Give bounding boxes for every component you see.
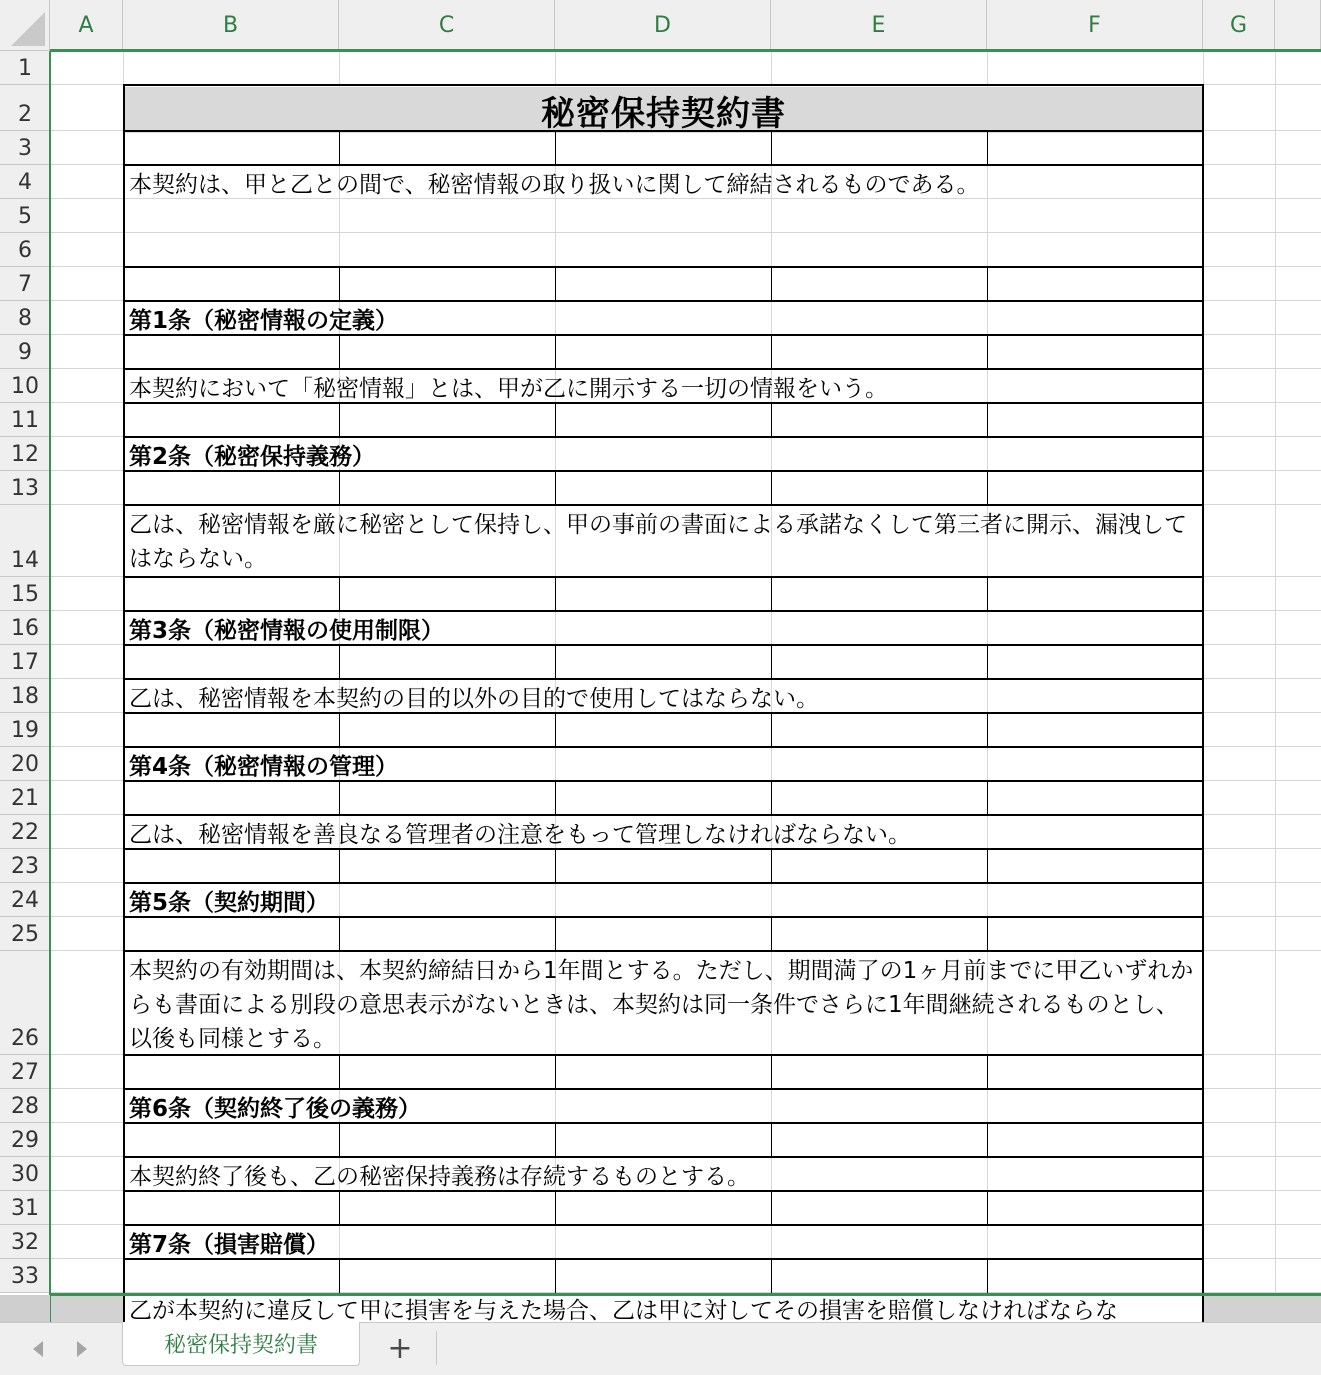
border-horizontal [123,504,1204,506]
border-horizontal [123,610,1204,612]
border-vertical-inner [771,1055,772,1089]
next-sheet-button[interactable] [68,1335,96,1363]
border-vertical-inner [771,471,772,505]
row-header-10[interactable]: 10 [0,369,50,403]
border-horizontal [123,746,1204,748]
row-header-19[interactable]: 19 [0,713,50,747]
row-header-30[interactable]: 30 [0,1157,50,1191]
border-vertical-inner [771,645,772,679]
column-header-filler [1275,0,1321,51]
article-7-body[interactable]: 乙が本契約に違反して甲に損害を与えた場合、乙は甲に対してその損害を賠償しなければならな [129,1298,1118,1322]
tab-separator [436,1331,437,1365]
border-horizontal [123,368,1204,370]
row-header-4[interactable]: 4 [0,165,50,199]
border-vertical-inner [339,577,340,611]
column-header-g[interactable]: G [1203,0,1275,51]
border-horizontal [123,950,1204,952]
border-vertical-inner [339,1123,340,1157]
border-vertical-inner [987,267,988,301]
row-header-26[interactable]: 26 [0,951,50,1055]
intro-text[interactable]: 本契約は、甲と乙との間で、秘密情報の取り扱いに関して締結されるものである。 [129,172,980,198]
row-header-29[interactable]: 29 [0,1123,50,1157]
row-header-28[interactable]: 28 [0,1089,50,1123]
row-header-9[interactable]: 9 [0,335,50,369]
border-vertical-inner [339,471,340,505]
border-horizontal [123,300,1204,302]
border-vertical-inner [555,471,556,505]
border-vertical-inner [555,403,556,437]
row-header-17[interactable]: 17 [0,645,50,679]
border-vertical-inner [555,645,556,679]
row-header-8[interactable]: 8 [0,301,50,335]
column-header-underline [50,49,1321,52]
select-all-corner[interactable] [0,0,50,51]
chevron-left-icon [31,1340,45,1358]
select-all-triangle-icon [11,12,45,46]
border-vertical-inner [555,1055,556,1089]
border-horizontal [123,266,1204,268]
border-horizontal [123,1088,1204,1090]
row-header-11[interactable]: 11 [0,403,50,437]
border-vertical-inner [771,713,772,747]
gridline-vertical [1275,51,1276,1322]
border-vertical-inner [987,1259,988,1293]
border-vertical-inner [555,713,556,747]
border-vertical-inner [771,403,772,437]
row-header-2[interactable]: 2 [0,85,50,131]
row-header-5[interactable]: 5 [0,199,50,233]
border-vertical-inner [987,403,988,437]
border-vertical-inner [771,577,772,611]
border-vertical-inner [987,645,988,679]
article-5-heading[interactable]: 第5条（契約期間） [129,890,330,916]
border-vertical-inner [555,849,556,883]
row-header-33[interactable]: 33 [0,1259,50,1293]
article-4-heading[interactable]: 第4条（秘密情報の管理） [129,754,399,780]
border-vertical-inner [987,471,988,505]
border-horizontal [123,576,1204,578]
gridline-horizontal [50,232,1321,233]
border-vertical-inner [771,781,772,815]
border-vertical-inner [339,1259,340,1293]
border-vertical-inner [987,713,988,747]
row-header-13[interactable]: 13 [0,471,50,505]
row-header-32[interactable]: 32 [0,1225,50,1259]
border-vertical-inner [555,335,556,369]
border-vertical-inner [771,1123,772,1157]
row-header-21[interactable]: 21 [0,781,50,815]
border-vertical-inner [339,131,340,165]
article-3-heading[interactable]: 第3条（秘密情報の使用制限） [129,618,445,644]
border-vertical-inner [339,403,340,437]
row-header-1[interactable]: 1 [0,51,50,85]
column-header-b[interactable]: B [123,0,339,51]
row-header-14[interactable]: 14 [0,505,50,577]
article-6-heading[interactable]: 第6条（契約終了後の義務） [129,1096,422,1122]
column-header-e[interactable]: E [771,0,987,51]
row-header-23[interactable]: 23 [0,849,50,883]
column-header-f[interactable]: F [987,0,1203,51]
border-horizontal [123,164,1204,166]
row-header-34-selected[interactable] [0,1295,50,1322]
row-header-18[interactable]: 18 [0,679,50,713]
sheet-tab-active[interactable] [122,1322,360,1366]
border-vertical-inner [987,781,988,815]
border-vertical-inner [771,267,772,301]
border-vertical-outer [123,84,125,1322]
article-7-heading[interactable]: 第7条（損害賠償） [129,1232,330,1258]
document-title[interactable]: 秘密保持契約書 [541,93,786,134]
border-horizontal [123,678,1204,680]
row-header-12[interactable]: 12 [0,437,50,471]
border-horizontal [123,814,1204,816]
border-vertical-inner [339,1191,340,1225]
border-vertical-inner [771,1259,772,1293]
border-vertical-inner [987,1123,988,1157]
selected-row-top-line [50,1293,1321,1296]
border-vertical-inner [987,1191,988,1225]
article-4-body[interactable]: 乙は、秘密情報を善良なる管理者の注意をもって管理しなければならない。 [129,822,911,848]
border-vertical-inner [771,335,772,369]
border-vertical-inner [555,781,556,815]
row-header-7[interactable]: 7 [0,267,50,301]
border-vertical-inner [339,849,340,883]
plus-icon: + [387,1330,413,1366]
border-vertical-inner [555,1123,556,1157]
row-header-25[interactable]: 25 [0,917,50,951]
border-vertical-inner [555,577,556,611]
border-vertical-inner [771,849,772,883]
border-vertical-inner [987,131,988,165]
column-header-d[interactable]: D [555,0,771,51]
border-vertical-inner [555,917,556,951]
border-horizontal [123,436,1204,438]
row-header-edge [49,51,51,1322]
column-header-a[interactable]: A [50,0,123,51]
border-vertical-inner [555,267,556,301]
row-header-22[interactable]: 22 [0,815,50,849]
row-header-20[interactable]: 20 [0,747,50,781]
article-6-body[interactable]: 本契約終了後も、乙の秘密保持義務は存続するものとする。 [129,1164,750,1190]
chevron-right-icon [75,1340,89,1358]
row-header-24[interactable]: 24 [0,883,50,917]
border-vertical-inner [987,1055,988,1089]
border-vertical-inner [555,1259,556,1293]
article-1-body[interactable]: 本契約において「秘密情報」とは、甲が乙に開示する一切の情報をいう。 [129,376,888,402]
column-header-c[interactable]: C [339,0,555,51]
article-1-heading[interactable]: 第1条（秘密情報の定義） [129,308,399,334]
border-horizontal [123,882,1204,884]
add-sheet-button[interactable] [380,1330,420,1366]
border-vertical-inner [339,781,340,815]
border-vertical-outer [1202,84,1204,1322]
border-vertical-inner [987,335,988,369]
border-vertical-inner [339,335,340,369]
article-5-body[interactable]: 本契約の有効期間は、本契約締結日から1年間とする。ただし、期間満了の1ヶ月前までに甲乙いずれからも書面による別段の意思表示がないときは、本契約は同一条件でさらに1年間継続されるものとし、以後も同様とする。 [129,958,1194,1052]
sheet-tab-label: 秘密保持契約書 [163,1333,318,1358]
article-3-body[interactable]: 乙は、秘密情報を本契約の目的以外の目的で使用してはならない。 [129,686,819,712]
row-header-3[interactable]: 3 [0,131,50,165]
border-vertical-inner [339,1055,340,1089]
row-header-31[interactable]: 31 [0,1191,50,1225]
border-vertical-inner [339,267,340,301]
border-vertical-inner [771,917,772,951]
row-header-15[interactable]: 15 [0,577,50,611]
border-vertical-inner [987,849,988,883]
border-vertical-inner [339,645,340,679]
border-vertical-inner [339,917,340,951]
border-vertical-inner [339,713,340,747]
article-2-body[interactable]: 乙は、秘密情報を厳に秘密として保持し、甲の事前の書面による承諾なくして第三者に開示、漏洩してはならない。 [129,512,1187,572]
prev-sheet-button[interactable] [24,1335,52,1363]
row-header-27[interactable]: 27 [0,1055,50,1089]
border-horizontal [123,1224,1204,1226]
border-vertical-inner [771,131,772,165]
border-vertical-inner [771,1191,772,1225]
border-vertical-inner [987,577,988,611]
article-2-heading[interactable]: 第2条（秘密保持義務） [129,444,376,470]
sheet-tab-bar [0,1322,1321,1375]
row-header-16[interactable]: 16 [0,611,50,645]
border-vertical-inner [555,1191,556,1225]
border-horizontal [123,1156,1204,1158]
border-vertical-inner [987,917,988,951]
row-header-6[interactable]: 6 [0,233,50,267]
border-vertical-inner [555,131,556,165]
